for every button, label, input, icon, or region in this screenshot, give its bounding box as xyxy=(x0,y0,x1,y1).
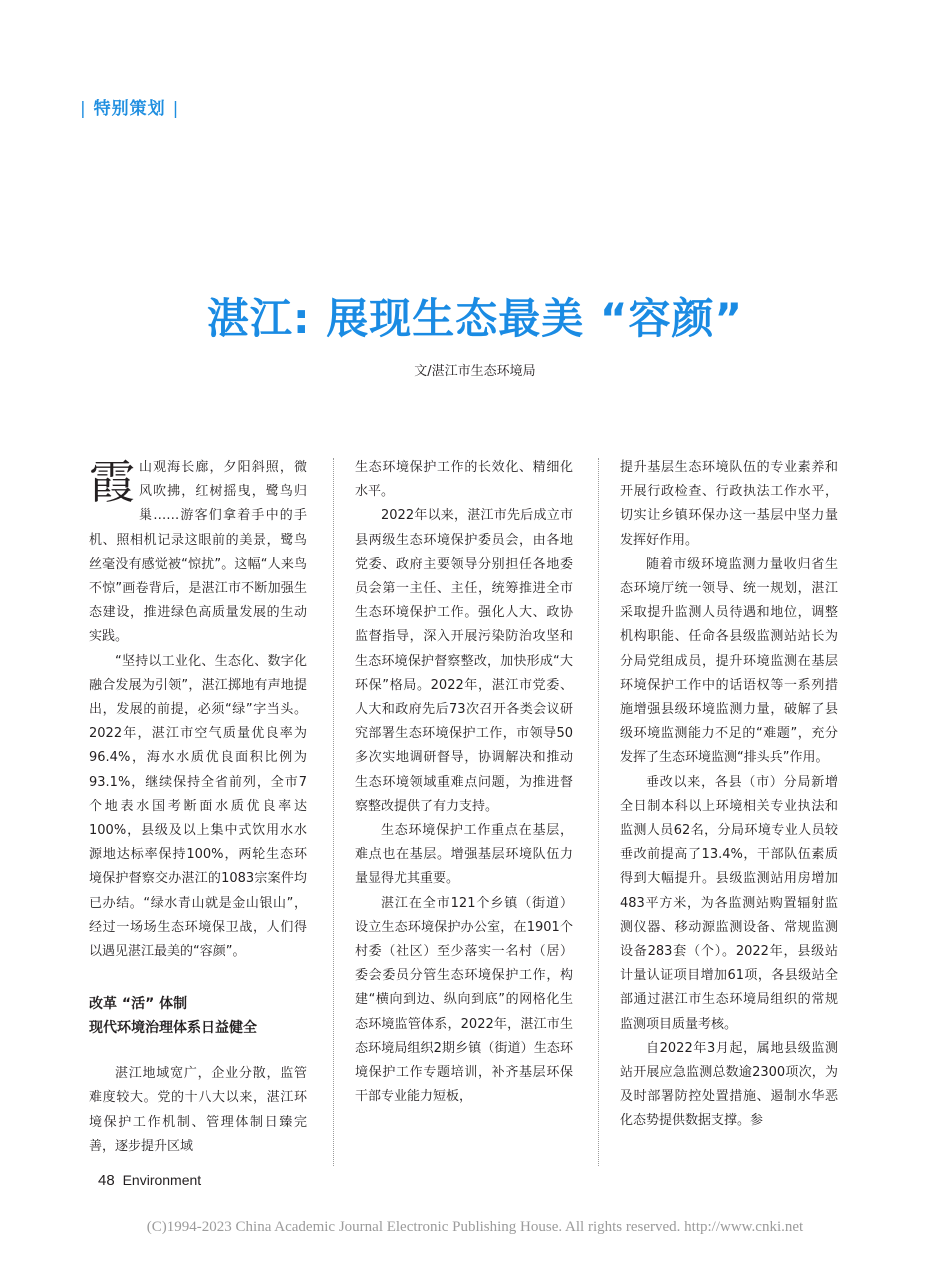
paragraph: “坚持以工业化、生态化、数字化融合发展为引领”，湛江掷地有声地提出，发展的前提，必须“绿”字当头。2022年，湛江市空气质量优良率为96.4%，海水水质优良面积比例为93.1%，继续保持全省前列，全市7个地表水国考断面水质优良率达100%，县级及以上集中式饮用水水源地达标率保持100%，两轮生态环境保护督察交办湛江的1083宗案件均已办结。“绿水青山就是金山银山”，经过一场场生态环境保卫战，人们得以遇见湛江最美的“容颜”。 xyxy=(89,653,307,960)
paragraph: 提升基层生态环境队伍的专业素养和开展行政检查、行政执法工作水平，切实让乡镇环保办这一基层中坚力量发挥好作用。 xyxy=(620,460,838,548)
paragraph: 自2022年3月起，属地县级监测站开展应急监测总数逾2300项次，为及时部署防控处置措施、遏制水华恶化态势提供数据支撑。参 xyxy=(620,1040,838,1129)
page-number: 48 xyxy=(98,1172,115,1189)
section-tag-bar-left: | xyxy=(80,99,87,119)
drop-cap: 霞 xyxy=(89,455,135,509)
paragraph: 湛江在全市121个乡镇（街道）设立生态环境保护办公室，在1901个村委（社区）至少落实一名村（居）委会委员分管生态环境保护工作，构建“横向到边、纵向到底”的网格化生态环境监管体系，2022年，湛江市生态环境局组织2期乡镇（街道）生态环境保护工作专题培训，补齐基层环保干部专业能力短板， xyxy=(355,895,573,1105)
subheading-line-1: 改革 “活” 体制 xyxy=(89,996,188,1013)
section-tag-bar-right: | xyxy=(172,99,180,119)
paragraph: 生态环境保护工作的长效化、精细化水平。 xyxy=(355,460,573,500)
magazine-name: Environment xyxy=(122,1172,202,1188)
paragraph: 垂改以来，各县（市）分局新增全日制本科以上环境相关专业执法和监测人员62名，分局环境专业人员较垂改前提高了13.4%，干部队伍素质得到大幅提升。县级监测站用房增加483平方米，为各监测站购置辐射监测仪器、移动源监测设备、常规监测设备283套（个）。2022年，县级站计量认证项目增加61项，各县级站全部通过湛江市生态环境局组织的常规监测项目质量考核。 xyxy=(620,774,838,1032)
column-3 xyxy=(620,456,838,1134)
article-author: 文/湛江市生态环境局 xyxy=(414,364,536,379)
column-divider-2 xyxy=(598,458,599,1166)
paragraph-intro xyxy=(89,456,307,650)
paragraph-intro-text: 山观海长廊，夕阳斜照，微风吹拂，红树摇曳，鹭鸟归巢……游客们拿着手中的手机、照相机记录这眼前的美景，鹭鸟丝毫没有感觉被“惊扰”。这幅“人来鸟不惊”画卷背后，是湛江市不断加强生态建设，推进绿色高质量发展的生动实践。 xyxy=(89,460,307,645)
paragraph: 随着市级环境监测力量收归省生态环境厅统一领导、统一规划，湛江采取提升监测人员待遇和地位，调整机构职能、任命各县级监测站站长为分局党组成员，提升环境监测在基层环境保护工作中的话语权等一系列措施增强县级环境监测力量，破解了县级环境监测能力不足的“难题”，充分发挥了生态环境监测“排头兵”作用。 xyxy=(620,556,838,766)
section-tag xyxy=(80,94,179,119)
page-footer xyxy=(98,1172,201,1189)
paragraph: 生态环境保护工作重点在基层，难点也在基层。增强基层环境队伍力量显得尤其重要。 xyxy=(355,823,573,887)
section-subheading xyxy=(89,992,307,1040)
paragraph: 湛江地域宽广，企业分散，监管难度较大。党的十八大以来，湛江环境保护工作机制、管理体制日臻完善，逐步提升区域 xyxy=(89,1066,307,1154)
column-2 xyxy=(355,456,573,1109)
article-title: 湛江: 展现生态最美 “容颜” xyxy=(206,294,744,343)
column-divider-1 xyxy=(333,458,334,1166)
column-1 xyxy=(89,456,307,1159)
section-tag-label: 特别策划 xyxy=(93,99,166,119)
subheading-line-2: 现代环境治理体系日益健全 xyxy=(89,1020,257,1037)
paragraph: 2022年以来，湛江市先后成立市县两级生态环境保护委员会，由各地党委、政府主要领导分别担任各地委员会第一主任、主任，统筹推进全市生态环境保护工作。强化人大、政协监督指导，深入开展污染防治攻坚和生态环境保护督察整改，加快形成“大环保”格局。2022年，湛江市党委、人大和政府先后73次召开各类会议研究部署生态环境保护工作，市领导50多次实地调研督导，协调解决和推动生态环境领域重难点问题，为推进督察整改提供了有力支持。 xyxy=(355,508,573,814)
copyright-notice: (C)1994-2023 China Academic Journal Electronic Publishing House. All rights reserved. http://www.cnki.net xyxy=(146,1219,804,1235)
